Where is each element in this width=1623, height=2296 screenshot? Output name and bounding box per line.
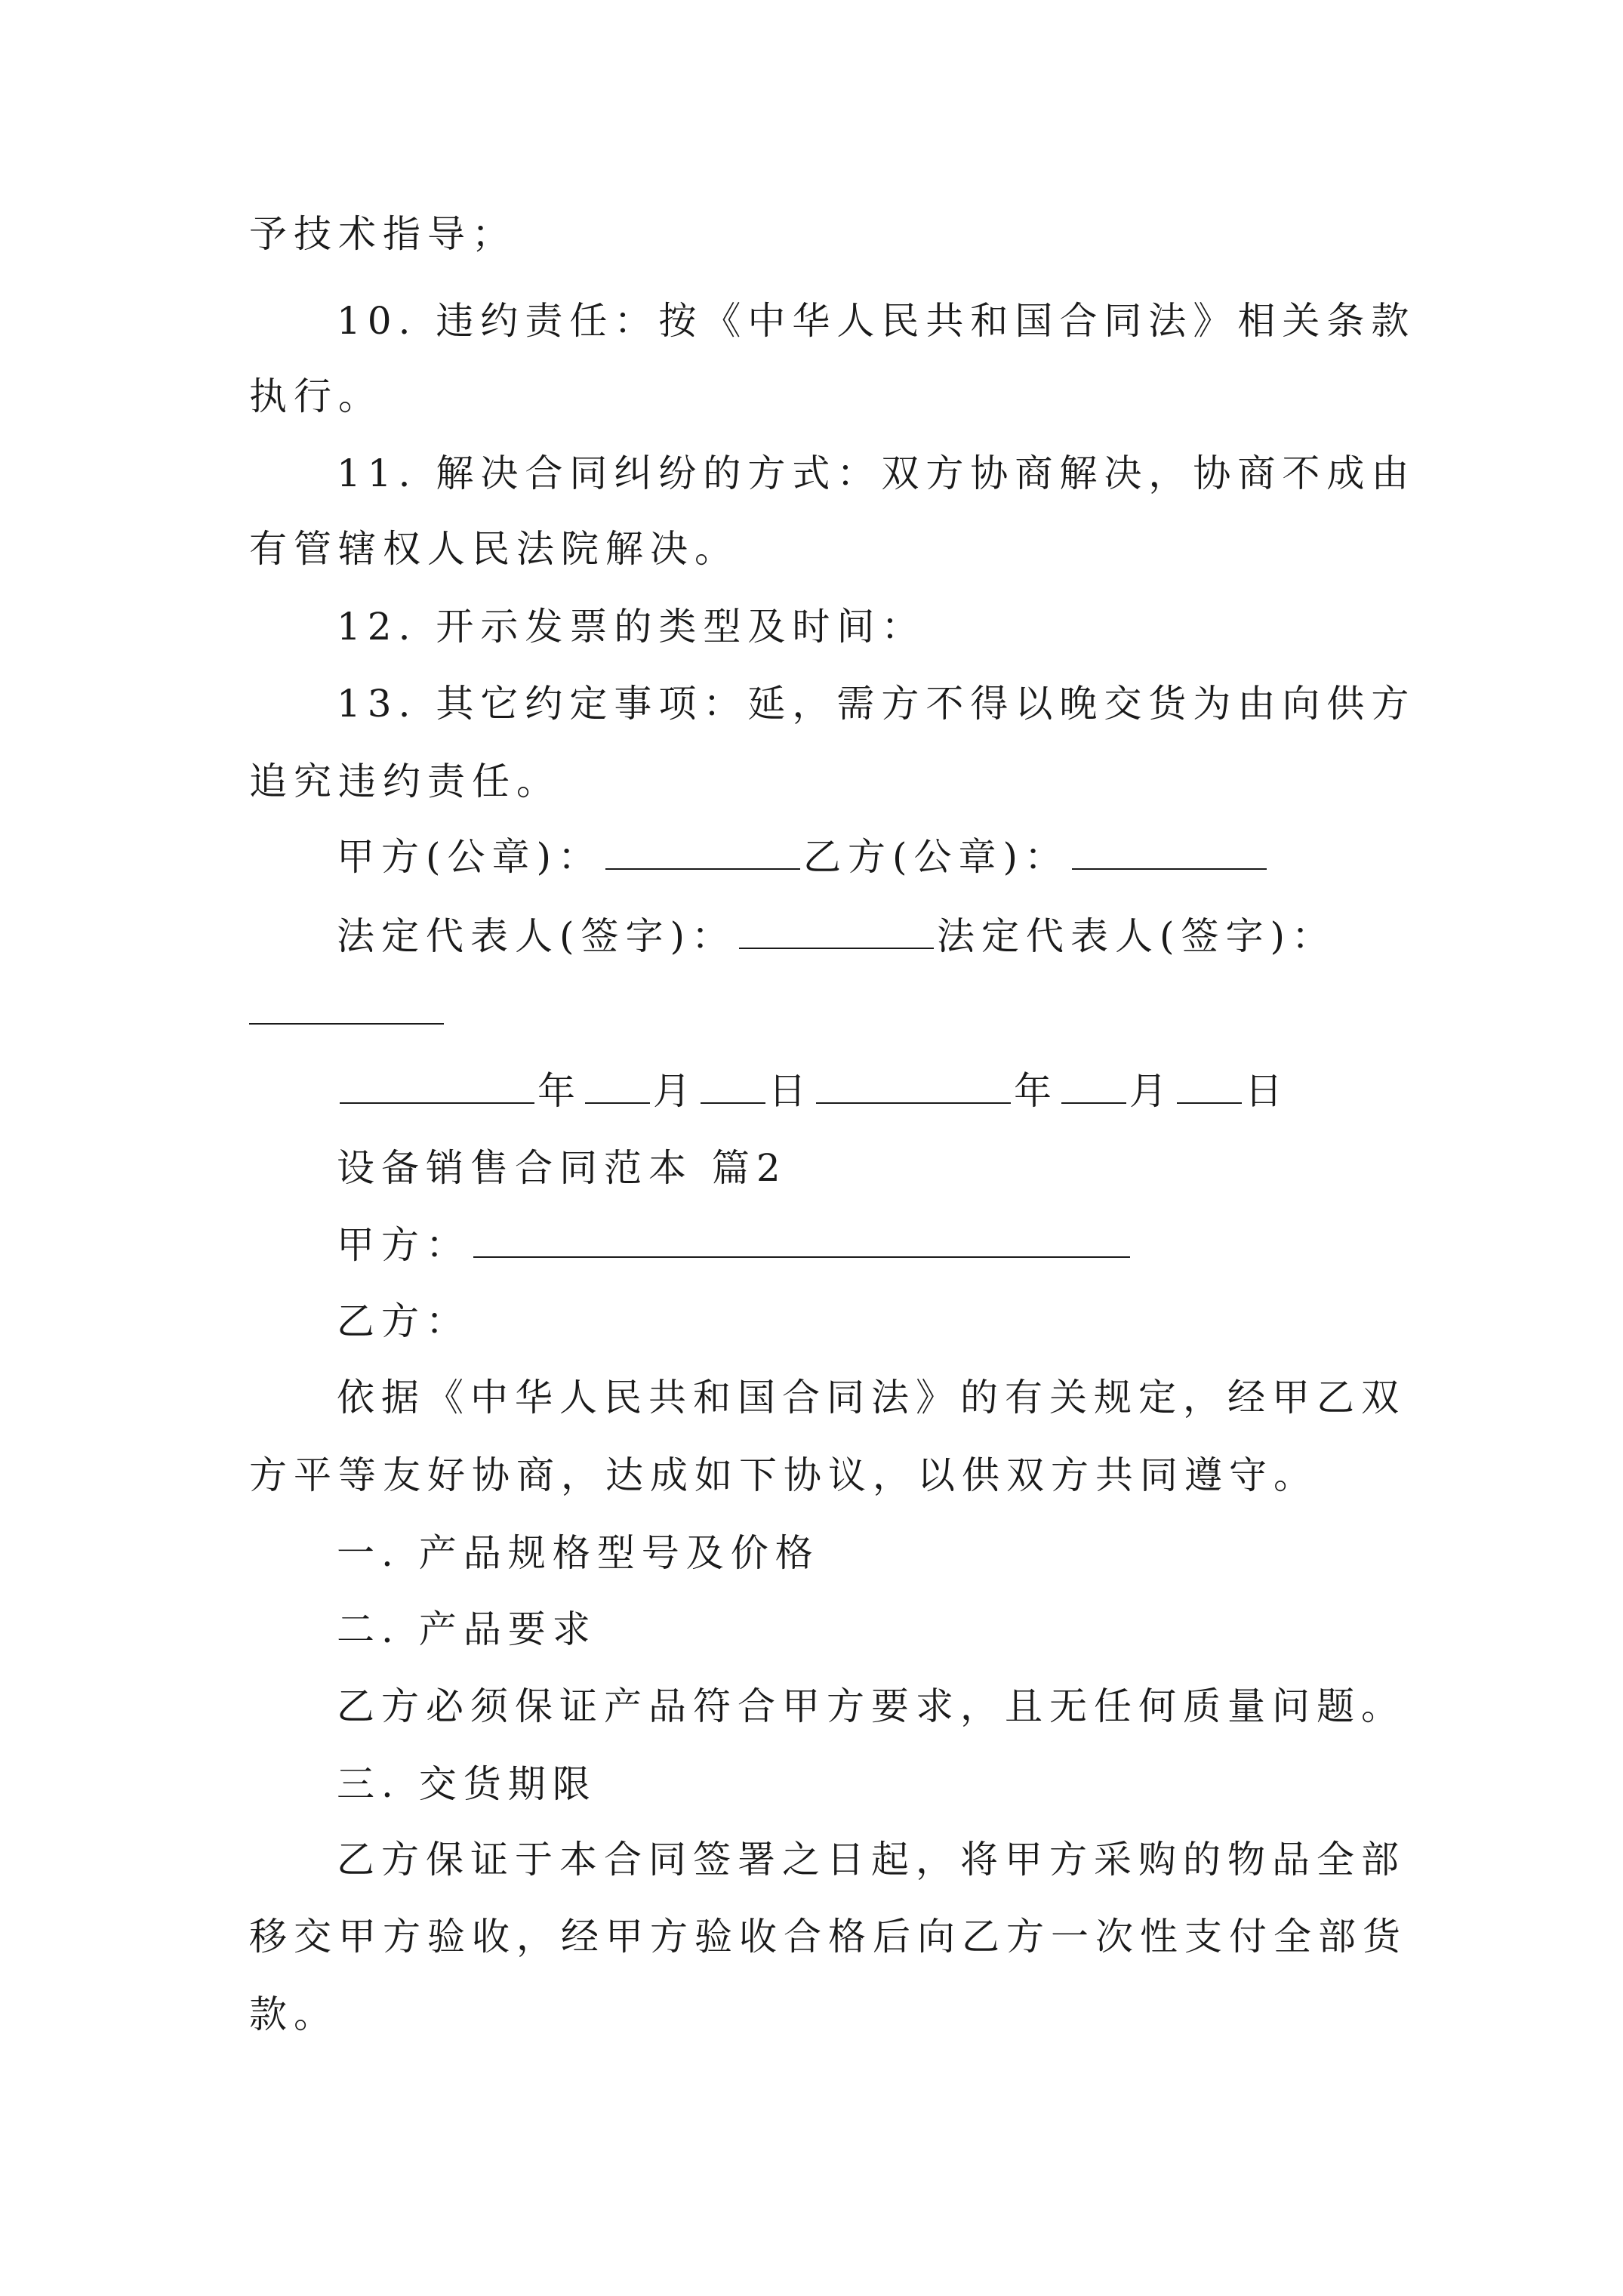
section-heading-3: 三. 交货期限 [337, 1762, 597, 1806]
paragraph-line: 乙方必须保证产品符合甲方要求，且无任何质量问题。 [337, 1684, 1406, 1728]
rep-a-label: 法定代表人(签字)： [337, 914, 737, 958]
day-a-blank [701, 1066, 765, 1104]
party-b-seal-blank [1072, 832, 1267, 870]
paragraph-line: 方平等友好协商，达成如下协议，以供双方共同遵守。 [249, 1453, 1318, 1497]
paragraph-line: 移交甲方验收，经甲方验收合格后向乙方一次性支付全部货 [249, 1915, 1407, 1959]
paragraph-line: 乙方保证于本合同签署之日起，将甲方采购的物品全部 [337, 1838, 1406, 1881]
section-heading-1: 一. 产品规格型号及价格 [337, 1531, 820, 1575]
rep-b-blank [249, 1023, 444, 1025]
month-b-blank [1061, 1066, 1126, 1104]
rep-a-blank [739, 911, 934, 949]
seal-line [337, 831, 1270, 883]
text-line: 执行。 [249, 374, 383, 418]
clause-10: 10. 违约责任：按《中华人民共和国合同法》相关条款 [337, 299, 1416, 343]
month-a-label: 月 [653, 1069, 698, 1113]
party-b-seal-label: 乙方(公章)： [803, 835, 1070, 879]
party-b-label: 乙方： [337, 1299, 470, 1343]
party-a-blank [473, 1220, 1130, 1258]
year-b-blank [816, 1066, 1011, 1104]
party-a-seal-label: 甲方(公章)： [337, 835, 603, 879]
section-heading-2: 二. 产品要求 [337, 1607, 597, 1651]
clause-12: 12. 开示发票的类型及时间： [337, 605, 926, 649]
text-line: 有管辖权人民法院解决。 [249, 527, 739, 571]
paragraph-line: 依据《中华人民共和国合同法》的有关规定，经甲乙双 [337, 1376, 1406, 1419]
year-a-label: 年 [537, 1069, 582, 1113]
rep-b-label: 法定代表人(签字)： [937, 914, 1337, 958]
party-a-line [337, 1219, 1133, 1271]
text-line: 追究违约责任。 [249, 760, 561, 803]
date-line [337, 1065, 1289, 1117]
representative-line [337, 910, 1336, 963]
day-b-blank [1177, 1066, 1242, 1104]
paragraph-line: 款。 [249, 1992, 338, 2036]
month-a-blank [585, 1066, 650, 1104]
year-a-blank [340, 1066, 534, 1104]
year-b-label: 年 [1014, 1069, 1058, 1113]
day-a-label: 日 [768, 1069, 813, 1113]
party-a-label: 甲方： [337, 1223, 470, 1267]
month-b-label: 月 [1129, 1069, 1174, 1113]
party-a-seal-blank [605, 832, 800, 870]
clause-11: 11. 解决合同纠纷的方式：双方协商解决，协商不成由 [337, 451, 1416, 495]
text-line: 予技术指导； [249, 212, 516, 256]
day-b-label: 日 [1245, 1069, 1289, 1113]
section-title: 设备销售合同范本 篇2 [337, 1146, 787, 1190]
clause-13: 13. 其它约定事项：延，需方不得以晚交货为由向供方 [337, 682, 1416, 726]
